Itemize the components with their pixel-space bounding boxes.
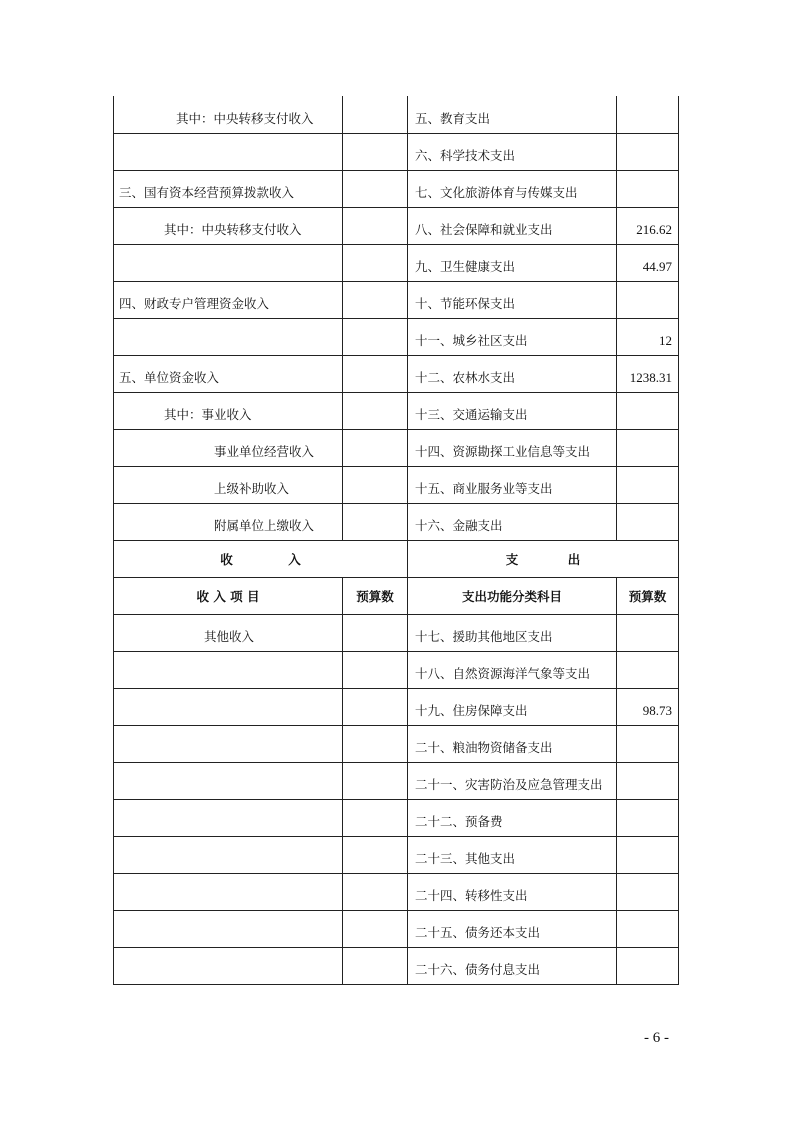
expense-amount-cell (617, 836, 679, 873)
income-amount-cell (343, 725, 408, 762)
income-item-cell (114, 762, 343, 799)
expense-amount-cell (617, 170, 679, 207)
expense-item-cell: 二十、粮油物资储备支出 (408, 725, 617, 762)
section-header-row (114, 540, 679, 577)
expense-item-cell: 十二、农林水支出 (408, 355, 617, 392)
income-amount-cell (343, 133, 408, 170)
expense-item-cell: 二十二、预备费 (408, 799, 617, 836)
income-item-cell (114, 873, 343, 910)
income-amount-cell (343, 466, 408, 503)
income-amount-cell (343, 910, 408, 947)
expense-amount-cell (617, 947, 679, 984)
table-row (114, 762, 679, 799)
expense-amount-cell (617, 799, 679, 836)
expense-item-cell: 九、卫生健康支出 (408, 244, 617, 281)
expense-amount-cell (617, 96, 679, 133)
expense-item-cell: 十三、交通运输支出 (408, 392, 617, 429)
income-amount-cell (343, 503, 408, 540)
income-item-cell: 五、单位资金收入 (114, 355, 343, 392)
income-item-cell (114, 725, 343, 762)
budget-table (113, 96, 679, 985)
expense-header-char-2: 出 (567, 551, 581, 567)
income-item-cell (114, 651, 343, 688)
table-row (114, 910, 679, 947)
expense-amount-cell: 98.73 (617, 688, 679, 725)
income-item-cell: 事业单位经营收入 (114, 429, 343, 466)
income-amount-cell (343, 281, 408, 318)
expense-item-cell: 二十五、债务还本支出 (408, 910, 617, 947)
income-item-cell: 附属单位上缴收入 (114, 503, 343, 540)
income-amount-cell (343, 392, 408, 429)
table-row (114, 614, 679, 651)
expense-section-header (408, 540, 679, 577)
income-item-cell (114, 799, 343, 836)
expense-item-cell: 二十六、债务付息支出 (408, 947, 617, 984)
expense-amount-cell: 216.62 (617, 207, 679, 244)
table-row (114, 873, 679, 910)
table-row (114, 503, 679, 540)
expense-item-cell: 二十三、其他支出 (408, 836, 617, 873)
income-amount-cell (343, 614, 408, 651)
income-header-char-1: 收 (220, 551, 233, 567)
expense-amount-cell (617, 429, 679, 466)
expense-item-header: 支出功能分类科目 (408, 577, 617, 614)
expense-amount-cell: 12 (617, 318, 679, 355)
expense-item-cell: 十七、援助其他地区支出 (408, 614, 617, 651)
table-row (114, 96, 679, 133)
income-header-char-2: 入 (288, 551, 301, 567)
income-section-header (114, 540, 408, 577)
income-item-cell (114, 688, 343, 725)
table-row (114, 836, 679, 873)
income-item-cell (114, 244, 343, 281)
budget-table-top-rows (114, 96, 679, 540)
table-row (114, 799, 679, 836)
income-item-cell (114, 133, 343, 170)
income-amount-cell (343, 207, 408, 244)
expense-amount-cell (617, 873, 679, 910)
income-item-cell (114, 947, 343, 984)
income-amount-cell (343, 799, 408, 836)
expense-amount-cell (617, 762, 679, 799)
table-row (114, 244, 679, 281)
expense-item-cell: 七、文化旅游体育与传媒支出 (408, 170, 617, 207)
budget-table-bottom-rows (114, 614, 679, 984)
income-item-cell: 其中：事业收入 (114, 392, 343, 429)
expense-amount-cell (617, 281, 679, 318)
table-row (114, 725, 679, 762)
expense-item-cell: 十八、自然资源海洋气象等支出 (408, 651, 617, 688)
income-amount-cell (343, 947, 408, 984)
income-amount-cell (343, 170, 408, 207)
income-item-cell (114, 910, 343, 947)
table-row (114, 133, 679, 170)
income-amount-cell (343, 96, 408, 133)
income-item-cell: 三、国有资本经营预算拨款收入 (114, 170, 343, 207)
table-row (114, 170, 679, 207)
expense-amount-cell (617, 133, 679, 170)
income-item-cell: 其中：中央转移支付收入 (114, 96, 343, 133)
expense-amount-cell (617, 392, 679, 429)
table-row (114, 429, 679, 466)
table-row (114, 392, 679, 429)
expense-item-cell: 六、科学技术支出 (408, 133, 617, 170)
income-item-cell (114, 836, 343, 873)
income-amount-cell (343, 836, 408, 873)
expense-item-cell: 十六、金融支出 (408, 503, 617, 540)
table-row (114, 651, 679, 688)
table-row (114, 281, 679, 318)
expense-item-cell: 二十四、转移性支出 (408, 873, 617, 910)
expense-item-cell: 八、社会保障和就业支出 (408, 207, 617, 244)
table-row (114, 318, 679, 355)
income-amount-cell (343, 762, 408, 799)
expense-amount-cell (617, 651, 679, 688)
income-item-cell (114, 318, 343, 355)
expense-amount-cell: 1238.31 (617, 355, 679, 392)
income-amount-cell (343, 429, 408, 466)
expense-amount-cell (617, 503, 679, 540)
income-amount-cell (343, 244, 408, 281)
expense-item-cell: 十四、资源勘探工业信息等支出 (408, 429, 617, 466)
budget-table-headers (114, 540, 679, 614)
expense-item-cell: 五、教育支出 (408, 96, 617, 133)
income-amount-cell (343, 873, 408, 910)
income-amount-cell (343, 688, 408, 725)
expense-item-cell: 十一、城乡社区支出 (408, 318, 617, 355)
expense-budget-header: 预算数 (617, 577, 679, 614)
income-amount-cell (343, 355, 408, 392)
table-row (114, 355, 679, 392)
table-row (114, 688, 679, 725)
page-number: - 6 - (644, 1030, 669, 1046)
expense-item-cell: 十、节能环保支出 (408, 281, 617, 318)
expense-amount-cell: 44.97 (617, 244, 679, 281)
expense-item-cell: 二十一、灾害防治及应急管理支出 (408, 762, 617, 799)
income-item-cell: 其他收入 (114, 614, 343, 651)
income-amount-cell (343, 651, 408, 688)
income-item-cell: 上级补助收入 (114, 466, 343, 503)
table-row (114, 947, 679, 984)
income-budget-header: 预算数 (343, 577, 408, 614)
income-item-header: 收 入 项 目 (114, 577, 343, 614)
table-row (114, 207, 679, 244)
expense-amount-cell (617, 725, 679, 762)
income-item-cell: 其中：中央转移支付收入 (114, 207, 343, 244)
column-header-row (114, 577, 679, 614)
income-item-cell: 四、财政专户管理资金收入 (114, 281, 343, 318)
income-amount-cell (343, 318, 408, 355)
expense-item-cell: 十五、商业服务业等支出 (408, 466, 617, 503)
expense-amount-cell (617, 614, 679, 651)
expense-amount-cell (617, 910, 679, 947)
table-row (114, 466, 679, 503)
expense-header-char-1: 支 (505, 551, 519, 567)
expense-item-cell: 十九、住房保障支出 (408, 688, 617, 725)
expense-amount-cell (617, 466, 679, 503)
